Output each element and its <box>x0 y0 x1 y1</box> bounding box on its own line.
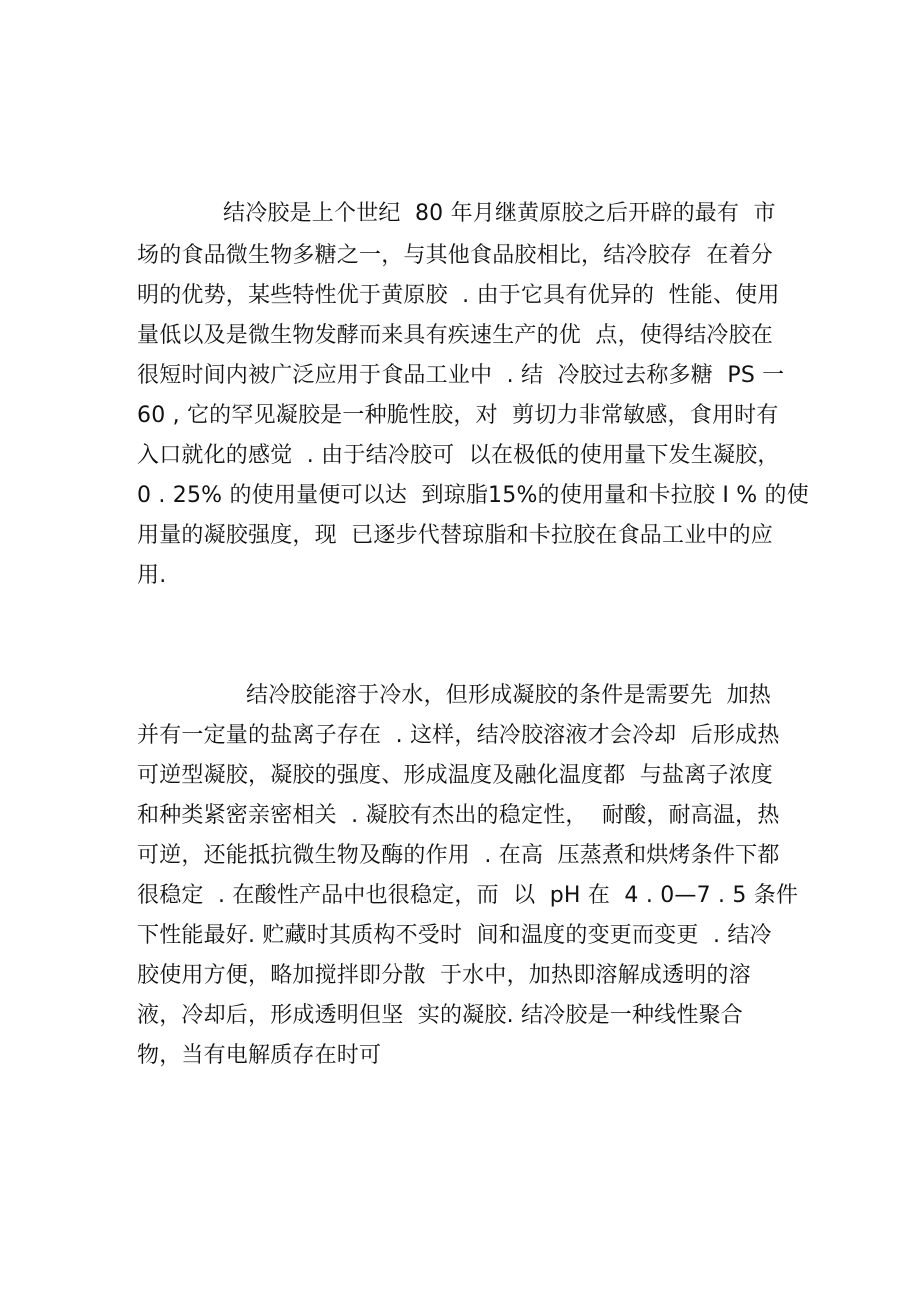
paragraph-1-line-2: 场的食品微生物多糖之一，与其他食品胶相比，结冷胶存 在着分 <box>137 243 773 268</box>
paragraph-2-line-5: 可逆，还能抵抗微生物及酶的作用 . 在高 压蒸煮和烘烤条件下都 <box>137 843 780 868</box>
paragraph-2-line-4: 和种类紧密亲密相关 . 凝胶有杰出的稳定性， 耐酸，耐高温，热 <box>137 803 780 828</box>
paragraph-1-line-7: 入口就化的感觉 . 由于结冷胶可 以在极低的使用量下发生凝胶， <box>137 443 780 468</box>
paragraph-2-line-1: 结冷胶能溶于冷水，但形成凝胶的条件是需要先 加热 <box>246 683 771 708</box>
paragraph-1-line-9: 用量的凝胶强度，现 已逐步代替琼脂和卡拉胶在食品工业中的应 <box>137 523 773 548</box>
paragraph-2-line-10: 物，当有电解质存在时可 <box>137 1043 382 1068</box>
paragraph-1-line-4: 量低以及是微生物发酵而来具有疾速生产的优 点，使得结冷胶在 <box>137 323 773 348</box>
paragraph-2-line-2: 并有一定量的盐离子存在 . 这样，结冷胶溶液才会冷却 后形成热 <box>137 723 780 748</box>
paragraph-2-line-7: 下性能最好. 贮藏时其质构不受时 间和温度的变更而变更 . 结冷 <box>137 923 772 948</box>
paragraph-1-line-5: 很短时间内被广泛应用于食品工业中 . 结 冷胶过去称多糖 PS 一 <box>137 363 785 388</box>
paragraph-1-line-10: 用. <box>137 563 167 588</box>
paragraph-1-line-1: 结冷胶是上个世纪 80 年月继黄原胶之后开辟的最有 市 <box>223 201 776 226</box>
paragraph-1-line-8: 0 . 25% 的使用量便可以达 到琼脂15%的使用量和卡拉胶 Ⅰ % 的使 <box>137 483 809 508</box>
paragraph-1-line-3: 明的优势，某些特性优于黄原胶 . 由于它具有优异的 性能、使用 <box>137 283 780 308</box>
paragraph-2-line-3: 可逆型凝胶，凝胶的强度、形成温度及融化温度都 与盐离子浓度 <box>137 763 773 788</box>
paragraph-2-line-9: 液，冷却后，形成透明但坚 实的凝胶. 结冷胶是一种线性聚合 <box>137 1003 743 1028</box>
paragraph-2-line-8: 胶使用方便，略加搅拌即分散 于水中，加热即溶解成透明的溶 <box>137 963 751 988</box>
paragraph-2-line-6: 很稳定 . 在酸性产品中也很稳定，而 以 pH 在 4 . 0—7 . 5 条件 <box>137 883 799 908</box>
paragraph-1-line-6: 60 , 它的罕见凝胶是一种脆性胶，对 剪切力非常敏感，食用时有 <box>137 403 779 428</box>
